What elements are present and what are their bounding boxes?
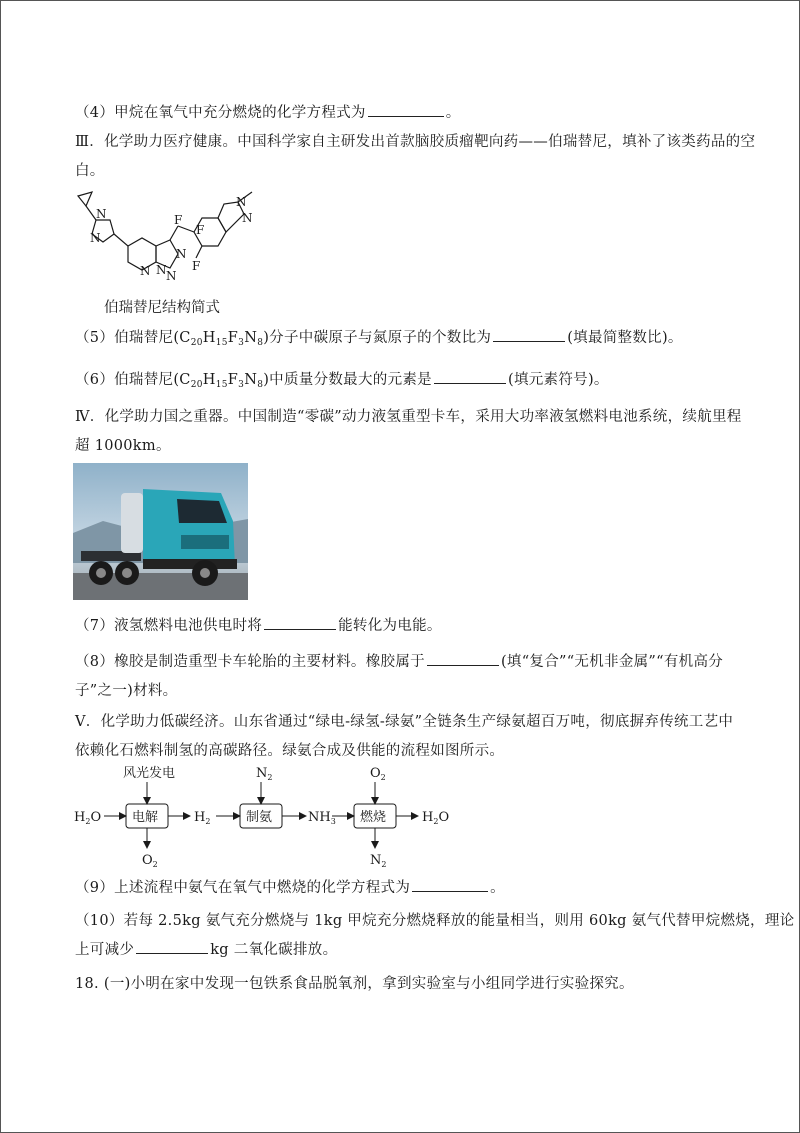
svg-text:N: N [166, 269, 177, 283]
oxygen-byproduct-label: $O_2$ [142, 853, 158, 869]
combustion-label: 燃烧 [360, 810, 387, 825]
water-input-label: $H_2O$ [74, 810, 102, 826]
q5-mid: )分子中碳原子与氮原子的个数比为 [263, 330, 492, 346]
section-3-intro-line2: 白。 [75, 163, 105, 179]
q9-text: （9）上述流程中氨气在氧气中燃烧的化学方程式为 [75, 880, 411, 896]
section-4-intro-line1: Ⅳ．化学助力国之重器。中国制造“零碳”动力液氢重型卡车，采用大功率液氢燃料电池系统，续航里程 [75, 409, 742, 425]
svg-text:F: F [192, 259, 201, 273]
q8-hint: (填“复合”“无机非金属”“有机高分 [500, 654, 724, 670]
nitrogen-output-label: $N_2$ [370, 853, 387, 869]
svg-text:F: F [196, 223, 205, 237]
svg-text:N: N [236, 195, 247, 209]
formula-c: C [179, 372, 191, 388]
q10-pre: 上可减少 [75, 942, 135, 958]
q9-answer-blank[interactable] [412, 877, 488, 892]
question-5 [75, 326, 683, 348]
formula-f-count: 3 [238, 338, 245, 348]
question-8-line2: 子”之一)材料。 [75, 683, 178, 699]
formula-c: C [179, 330, 191, 346]
svg-text:N: N [96, 207, 107, 221]
svg-text:F: F [174, 213, 183, 227]
section-5-intro-line2: 依赖化石燃料制氢的高碳路径。绿氨合成及供能的流程如图所示。 [75, 743, 505, 759]
water-output-label: $H_2O$ [422, 810, 450, 826]
section-5-intro-line1: Ⅴ．化学助力低碳经济。山东省通过“绿电-绿氢-绿氨”全链条生产绿氨超百万吨，彻底摒弃传统工艺中 [75, 714, 734, 730]
formula-c-count: 20 [190, 380, 203, 390]
formula-n: N [244, 372, 258, 388]
svg-text:N: N [156, 263, 167, 277]
question-8-line1 [75, 650, 723, 671]
q8-text: （8）橡胶是制造重型卡车轮胎的主要材料。橡胶属于 [75, 654, 425, 670]
svg-text:N: N [176, 247, 187, 261]
green-ammonia-flow-diagram [70, 762, 470, 872]
formula-h-count: 15 [215, 338, 228, 348]
q6-mid: )中质量分数最大的元素是 [263, 372, 432, 388]
hydrogen-label: $H_2$ [194, 810, 211, 826]
q5-pre: （5）伯瑞替尼( [75, 330, 180, 346]
question-10-line1: （10）若每 2.5kg 氨气充分燃烧与 1kg 甲烷充分燃烧释放的能量相当，则用 60kg 氨气代替甲烷燃烧，理论 [75, 913, 795, 929]
formula-c-count: 20 [190, 338, 203, 348]
question-4 [75, 101, 461, 122]
brigatinib-structure-diagram [72, 182, 262, 300]
q4-tail: 。 [445, 105, 461, 121]
q4-text: （4）甲烷在氧气中充分燃烧的化学方程式为 [75, 105, 366, 121]
q4-answer-blank[interactable] [368, 102, 444, 117]
q10-tail: kg 二氧化碳排放。 [210, 942, 338, 958]
q6-answer-blank[interactable] [434, 369, 506, 384]
q7-text: （7）液氢燃料电池供电时将 [75, 618, 263, 634]
question-10-line2 [75, 938, 337, 959]
formula-h: H [202, 372, 216, 388]
q5-answer-blank[interactable] [493, 327, 565, 342]
q9-tail: 。 [490, 880, 505, 896]
power-source-label: 风光发电 [123, 766, 176, 781]
nitrogen-input-label: $N_2$ [256, 766, 273, 782]
q7-answer-blank[interactable] [264, 615, 336, 630]
svg-text:N: N [90, 231, 101, 245]
formula-n-count: 8 [257, 380, 264, 390]
ammonia-synthesis-label: 制氨 [246, 810, 273, 825]
question-6 [75, 368, 609, 390]
formula-f: F [227, 372, 239, 388]
svg-text:N: N [242, 211, 253, 225]
hydrogen-truck-photo [73, 463, 248, 600]
q6-tail: (填元素符号)。 [507, 372, 609, 388]
electrolysis-label: 电解 [132, 810, 159, 825]
formula-h: H [202, 330, 216, 346]
formula-f-count: 3 [238, 380, 245, 390]
q8-answer-blank[interactable] [427, 651, 499, 666]
q5-tail: (填最简整数比)。 [567, 330, 683, 346]
q6-pre: （6）伯瑞替尼( [75, 372, 180, 388]
oxygen-input-label: $O_2$ [370, 766, 386, 782]
svg-text:N: N [140, 264, 151, 278]
q10-answer-blank[interactable] [136, 939, 208, 954]
formula-n: N [244, 330, 258, 346]
question-9 [75, 876, 505, 897]
q7-tail: 能转化为电能。 [338, 618, 442, 634]
formula-h-count: 15 [215, 380, 228, 390]
question-7 [75, 614, 442, 635]
question-18-intro: 18. (一)小明在家中发现一包铁系食品脱氧剂，拿到实验室与小组同学进行实验探究。 [75, 976, 634, 992]
section-4-intro-line2: 超 1000km。 [75, 438, 171, 454]
formula-f: F [227, 330, 239, 346]
ammonia-label: $NH_3$ [308, 810, 336, 826]
section-3-intro-line1: Ⅲ．化学助力医疗健康。中国科学家自主研发出首款脑胶质瘤靶向药——伯瑞替尼，填补了该类药品的空 [75, 134, 756, 150]
formula-n-count: 8 [257, 338, 264, 348]
structure-caption: 伯瑞替尼结构简式 [104, 300, 220, 316]
